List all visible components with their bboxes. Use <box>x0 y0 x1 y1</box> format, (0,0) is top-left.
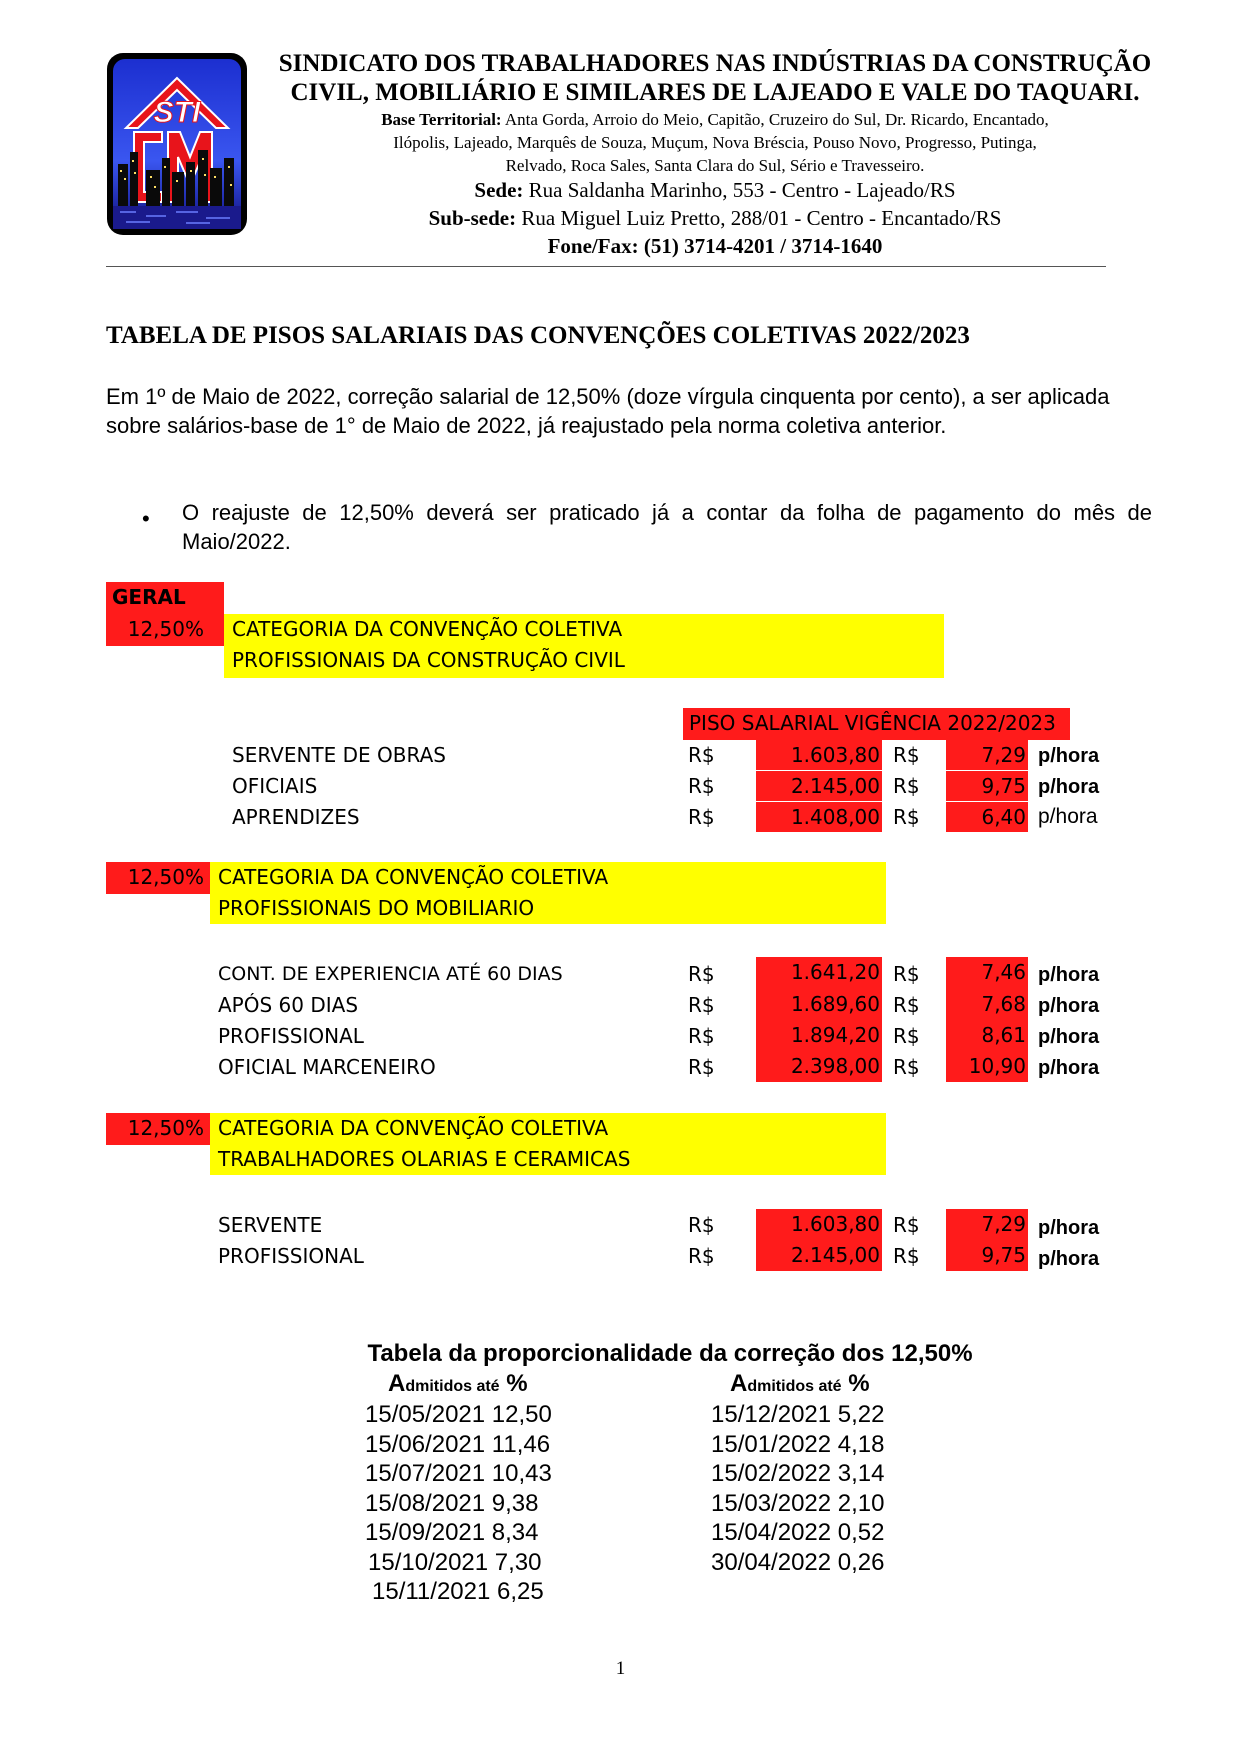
hourly-value: 8,61 <box>946 1020 1028 1051</box>
currency-symbol: R$ <box>688 743 715 767</box>
row-label: SERVENTE DE OBRAS <box>232 743 446 767</box>
section2-pct: 12,50% <box>106 862 210 894</box>
currency-symbol: R$ <box>893 993 920 1017</box>
row-label: OFICIAL MARCENEIRO <box>218 1055 436 1079</box>
currency-symbol: R$ <box>688 1055 715 1079</box>
row-label: PROFISSIONAL <box>218 1244 364 1268</box>
header-divider <box>106 266 1106 267</box>
section3-pct: 12,50% <box>106 1113 210 1145</box>
piso-header: PISO SALARIAL VIGÊNCIA 2022/2023 <box>683 708 1070 740</box>
salary-value: 2.145,00 <box>756 771 882 801</box>
proportional-row: 15/09/2021 8,34 <box>365 1519 539 1546</box>
hourly-value: 10,90 <box>946 1051 1028 1082</box>
row-label: CONT. DE EXPERIENCIA ATÉ 60 DIAS <box>218 963 563 985</box>
section1-cat-line1: CATEGORIA DA CONVENÇÃO COLETIVA <box>232 617 623 641</box>
hourly-value: 7,29 <box>946 1209 1028 1240</box>
currency-symbol: R$ <box>893 805 920 829</box>
salary-value: 2.145,00 <box>756 1240 882 1271</box>
currency-symbol: R$ <box>893 962 920 986</box>
per-hour-label: p/hora <box>1038 995 1100 1017</box>
currency-symbol: R$ <box>688 993 715 1017</box>
section2-cat-line1: CATEGORIA DA CONVENÇÃO COLETIVA <box>218 865 609 889</box>
currency-symbol: R$ <box>893 1024 920 1048</box>
geral-label: GERAL <box>106 582 224 614</box>
base-territorial-line3: Relvado, Roca Sales, Santa Clara do Sul, Sério e Travesseiro. <box>505 156 925 175</box>
section1-pct: 12,50% <box>106 614 224 646</box>
header-small-text: dmitidos até <box>747 1378 842 1395</box>
row-label: PROFISSIONAL <box>218 1024 364 1048</box>
currency-symbol: R$ <box>893 1213 920 1237</box>
subsede-label: Sub-sede: <box>428 206 517 230</box>
salary-value: 1.603,80 <box>756 740 882 770</box>
section3-cat-line1: CATEGORIA DA CONVENÇÃO COLETIVA <box>218 1116 609 1140</box>
proportional-row: 30/04/2022 0,26 <box>711 1549 885 1576</box>
hourly-value: 9,75 <box>946 771 1028 801</box>
document-title: TABELA DE PISOS SALARIAIS DAS CONVENÇÕES COLETIVAS 2022/2023 <box>106 322 970 349</box>
currency-symbol: R$ <box>688 805 715 829</box>
currency-symbol: R$ <box>893 1055 920 1079</box>
section2-cat-line2: PROFISSIONAIS DO MOBILIARIO <box>218 896 535 920</box>
salary-value: 1.408,00 <box>756 802 882 832</box>
currency-symbol: R$ <box>688 774 715 798</box>
currency-symbol: R$ <box>893 774 920 798</box>
currency-symbol: R$ <box>688 1024 715 1048</box>
base-territorial-cities1: Anta Gorda, Arroio do Meio, Capitão, Cruzeiro do Sul, Dr. Ricardo, Encantado, <box>501 110 1049 129</box>
base-territorial-line1 <box>265 109 1165 131</box>
salary-value: 1.641,20 <box>756 957 882 989</box>
sede-label: Sede: <box>474 178 524 202</box>
proportional-row: 15/05/2021 12,50 <box>365 1401 552 1428</box>
subsede-line <box>265 205 1165 231</box>
union-name-line2: CIVIL, MOBILIÁRIO E SIMILARES DE LAJEADO E VALE DO TAQUARI. <box>290 79 1140 106</box>
salary-value: 1.689,60 <box>756 989 882 1020</box>
salary-value: 1.894,20 <box>756 1020 882 1051</box>
row-label: SERVENTE <box>218 1213 323 1237</box>
currency-symbol: R$ <box>688 1213 715 1237</box>
row-label: APRENDIZES <box>232 805 360 829</box>
proportional-row: 15/11/2021 6,25 <box>372 1578 544 1605</box>
section3-cat-line2: TRABALHADORES OLARIAS E CERAMICAS <box>218 1147 631 1171</box>
header-pct: % <box>841 1370 870 1397</box>
sede-address: Rua Saldanha Marinho, 553 - Centro - Lajeado/RS <box>523 178 956 202</box>
sede-line <box>265 177 1165 203</box>
row-label: APÓS 60 DIAS <box>218 993 359 1017</box>
currency-symbol: R$ <box>688 962 715 986</box>
per-hour-label: p/hora <box>1038 1057 1100 1079</box>
section1-cat-line2: PROFISSIONAIS DA CONSTRUÇÃO CIVIL <box>232 648 625 672</box>
bullet-marker: • <box>142 506 150 531</box>
base-territorial-line2: Ilópolis, Lajeado, Marquês de Souza, Muçum, Nova Bréscia, Pouso Novo, Progresso, Putinga, <box>393 133 1037 152</box>
subsede-address: Rua Miguel Luiz Pretto, 288/01 - Centro - Encantado/RS <box>516 206 1002 230</box>
proportional-row: 15/01/2022 4,18 <box>711 1431 885 1458</box>
proportional-row: 15/04/2022 0,52 <box>711 1519 885 1546</box>
per-hour-label: p/hora <box>1038 1248 1100 1270</box>
row-label: OFICIAIS <box>232 774 318 798</box>
hourly-value: 7,68 <box>946 989 1028 1020</box>
header-initial: A <box>730 1370 748 1397</box>
proportional-row: 15/03/2022 2,10 <box>711 1490 885 1517</box>
per-hour-label: p/hora <box>1038 805 1098 828</box>
proportional-row: 15/07/2021 10,43 <box>365 1460 552 1487</box>
header-pct: % <box>499 1370 528 1397</box>
per-hour-label: p/hora <box>1038 964 1100 986</box>
header-small-text: dmitidos até <box>405 1378 500 1395</box>
proportional-row: 15/06/2021 11,46 <box>365 1431 551 1458</box>
currency-symbol: R$ <box>688 1244 715 1268</box>
proportional-table-title: Tabela da proporcionalidade da correção dos 12,50% <box>367 1340 973 1367</box>
per-hour-label: p/hora <box>1038 745 1100 767</box>
phone-fax: Fone/Fax: (51) 3714-4201 / 3714-1640 <box>547 234 883 258</box>
page-number: 1 <box>615 1658 626 1679</box>
proportional-row: 15/02/2022 3,14 <box>711 1460 885 1487</box>
per-hour-label: p/hora <box>1038 1217 1100 1239</box>
hourly-value: 6,40 <box>946 802 1028 832</box>
per-hour-label: p/hora <box>1038 776 1100 798</box>
salary-value: 1.603,80 <box>756 1209 882 1240</box>
base-territorial-label: Base Territorial: <box>381 110 502 129</box>
currency-symbol: R$ <box>893 743 920 767</box>
hourly-value: 7,46 <box>946 957 1028 989</box>
per-hour-label: p/hora <box>1038 1026 1100 1048</box>
proportional-row: 15/10/2021 7,30 <box>368 1549 542 1576</box>
proportional-header-left <box>388 1370 528 1398</box>
intro-paragraph: Em 1º de Maio de 2022, correção salarial de 12,50% (doze vírgula cinquenta por cento), a ser aplicada sobre salários-base de 1° de Maio de 2022, já reajustado pela norma coletiva anterior. <box>106 384 1110 438</box>
hourly-value: 7,29 <box>946 740 1028 770</box>
logo-text: STI <box>153 96 201 129</box>
proportional-row: 15/12/2021 5,22 <box>711 1401 885 1428</box>
proportional-row: 15/08/2021 9,38 <box>365 1490 539 1517</box>
currency-symbol: R$ <box>893 1244 920 1268</box>
salary-value: 2.398,00 <box>756 1051 882 1082</box>
union-name-line1: SINDICATO DOS TRABALHADORES NAS INDÚSTRIAS DA CONSTRUÇÃO <box>278 50 1152 77</box>
hourly-value: 9,75 <box>946 1240 1028 1271</box>
union-logo <box>106 52 248 236</box>
proportional-header-right <box>730 1370 870 1398</box>
header-initial: A <box>388 1370 406 1397</box>
bullet-text: O reajuste de 12,50% deverá ser praticado já a contar da folha de pagamento do mês de Maio/2022. <box>182 500 1152 554</box>
